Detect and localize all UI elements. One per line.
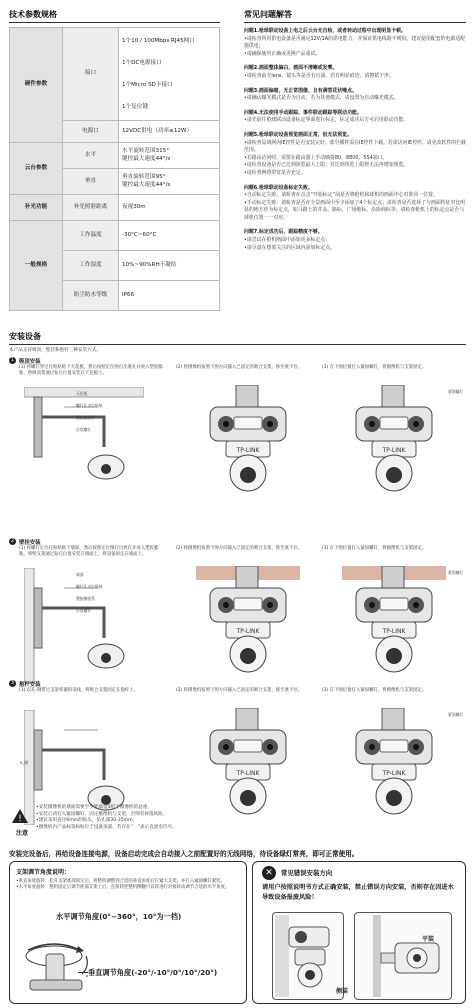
spec-val-vertical: 垂直旋转范围95° 键控最大速度44°/s [119, 169, 220, 195]
spec-table [9, 27, 220, 311]
svg-text:TP-LINK: TP-LINK [382, 628, 406, 635]
spec-sub-power: 电源口 [63, 121, 119, 143]
faq-answer: •请尝试在枪机画面中添加更多标定点； [244, 237, 331, 244]
svg-text:TP-LINK: TP-LINK [236, 770, 260, 777]
warning-icon [12, 808, 28, 822]
vertical-pointer [78, 972, 88, 973]
vertical-angle-label: 垂直调节角度(-20°/-10°/0°/10°/20°) [88, 968, 218, 977]
notes-list: •安装摄像机的墙面需要至少能承受3倍于摄像机的总重。 •安装后请打入紧固螺钉，固定摄像机与支架，否则有掉落风险。 •建议采用直径6mm的钻头，钻孔深30-35mm。 •摄像机内产品标签标贴位于设备顶部，若存在“ ”表示直流电符号。 [36, 805, 177, 830]
spec-val-ip: IP66 [119, 281, 220, 311]
faq-question: 问题2.画面整体偏白，画面不清晰或发雾。 [244, 65, 338, 72]
method-number: 2 [10, 538, 15, 544]
method-name: 抱杆安装 [19, 682, 41, 688]
spec-sub-interface: 接口 [63, 28, 119, 121]
wrong-side-frame [272, 912, 344, 1000]
camera-insert-illustration [196, 708, 300, 818]
faq-answer: •请检查局域网内IE控件是否安装完好；部分插件需在IE控件下载，若需访问IE控件，请更改软件的拦截范围。 [244, 139, 466, 154]
svg-text:TP-LINK: TP-LINK [382, 770, 406, 777]
faq-question: 问题3.画面偏暗，无正常图像，且有满雪花状噪点。 [244, 87, 357, 94]
callout-label: 紧固螺钉 [448, 712, 464, 717]
wrong-flat-label: 平装 [422, 936, 435, 943]
spec-sub-light: 补光照射距离 [63, 195, 119, 221]
spec-val-interface: 1个10 / 100Mbps RJ45网口 1个DC电源接口 1个Micro SD卡接口 1个复位键 [119, 28, 220, 121]
faq-answer: •自动标定失败：请检查在点击“开始标定”前是否将枪机和球机的画面中心对准同一位置。 [244, 192, 438, 199]
spec-val-light: 夜视30m [119, 195, 220, 221]
svg-text:TP-LINK: TP-LINK [382, 447, 406, 454]
camera-fixed-illustration [342, 708, 446, 818]
svg-text:TP-LINK: TP-LINK [236, 628, 260, 635]
faq-divider [244, 22, 466, 23]
bracket-adjust-illustration [16, 920, 96, 1000]
method-step2: (2) 将摄像机按照下图方向插入已固定的吸合支架，推至底卡住。 [176, 688, 303, 693]
camera-insert-illustration [196, 566, 300, 676]
spec-val-horizontal: 水平旋转范围315° 键控最大速度44°/s [119, 143, 220, 169]
notes-label: 注意 [16, 830, 29, 837]
faq-list [244, 26, 466, 252]
method-step2: (2) 将摄像机按照下图方向插入已固定的吸合支架，推至底卡住。 [176, 546, 303, 551]
faq-question: 问题4.无法使用手动跟踪、事件联动跟踪等联动功能。 [244, 109, 362, 116]
camera-fixed-illustration [342, 385, 446, 495]
faq-answer: •请检查网络带宽是否充足。 [244, 169, 306, 176]
bracket-illustration [24, 710, 144, 815]
method-step1: (1) 以孔-钢带过支架将器的讯线，将吸合支架固定在抱杆上。 [19, 688, 138, 693]
callout-label: S_钢 [20, 760, 29, 765]
spec-sub-vertical: 垂直 [63, 169, 119, 195]
faq-answer: •若路由访问时，需要在路由器上手动映射80、8800、554端口。 [244, 154, 388, 161]
method-name: 吸顶安装 [19, 359, 41, 365]
callout-label: 螺钉孔定位贴纸 [76, 403, 103, 408]
method-number: 1 [10, 357, 15, 363]
faq-question: 问题5.枪球联动设备预览画面正常，但无法预览。 [244, 131, 352, 138]
spec-cat-ptz: 云台参数 [10, 143, 63, 195]
spec-cat-hardware: 硬件参数 [10, 28, 63, 143]
spec-cat-general: 一般规格 [10, 221, 63, 311]
method-step3: (3) 在下图位置打入紧固螺钉，将摄像机与支架固定。 [322, 365, 427, 370]
callout-label: 自攻螺钉 [76, 427, 92, 432]
callout-label: 紧固螺钉 [448, 389, 464, 394]
faq-answer: •请确认曝光模式是否为自动，若为其他模式，请设置为自动曝光模式。 [244, 95, 399, 102]
horizontal-angle-label: 水平调节角度(0°~360°，10°为一档) [56, 912, 182, 921]
callout-label: 塑胶膨胀管 [76, 415, 95, 420]
callout-label: 墙面 [76, 572, 84, 577]
faq-answer: •请尽量在想要关注的区域内添加标定点。 [244, 244, 335, 251]
spec-val-power: 12VDC供电（功率≤12W） [119, 121, 220, 143]
wrong-title: 常见错误安装方向 [281, 869, 333, 877]
method-step3: (3) 在下图位置打入紧固螺钉，将摄像机与支架固定。 [322, 546, 427, 551]
faq-answer: •手动标定失败：请检查是否在全景画面中至少添加了4个标定点；请检查是否选择了与画面特征对比明显的地方作为标定点，如马路上的井盖、路标、广场地标、沿街商标等；请检查枪机上的标定点是否与球机位置一一对应。 [244, 199, 466, 221]
faq-question: 问题6.枪球联动设备标定失败。 [244, 184, 313, 191]
adjust-title: 支架调节角度说明： [16, 869, 71, 876]
faq-answer: •请检查前壳lens、镜头等是否有污渍，若有明显痕迹，请擦拭干净。 [244, 72, 394, 79]
install-divider [9, 344, 466, 345]
install-title: 安装设备 [9, 332, 41, 341]
spec-sub-horizontal: 水平 [63, 143, 119, 169]
method-step2: (2) 将摄像机按照下图方向插入已固定的吸合支架，推至底卡住。 [176, 365, 303, 370]
spec-val-temp: -30°C~60°C [119, 221, 220, 251]
install-intro: 本产品支持吸顶、壁挂和抱杆三种安装方式。 [9, 348, 101, 353]
spec-divider [9, 22, 220, 23]
faq-answer: •请检查所用供电设备是否满足12V/1A的供电能力，并保证供电线路不明短。建议使用配套的电源适配器供电； [244, 35, 466, 50]
faq-question: 问题7.标定成功后，跟踪精度不够。 [244, 229, 323, 236]
svg-text:TP-LINK: TP-LINK [236, 447, 260, 454]
faq-question: 问题1.枪球联动设备上电之后云台无自检，或者转动过程中出现明显卡顿。 [244, 28, 406, 34]
callout-label: 天花板 [76, 391, 88, 396]
method-number: 3 [10, 680, 15, 686]
callout-label: 紧固螺钉 [448, 570, 464, 575]
method-name: 壁挂安装 [19, 540, 41, 546]
wrong-text: 请用户按照说明书方式正确安装，禁止错误方向安装，否则存在因进水导致设备报废风险！ [262, 884, 454, 901]
callout-label: 自攻螺钉 [76, 608, 92, 613]
spec-sub-humidity: 工作湿度 [63, 251, 119, 281]
wrong-flat-frame [354, 912, 452, 1000]
svg-text:!: ! [18, 814, 22, 823]
faq-answer: •请先前往枪球联动设备标定界面进行标定，标定成功后方可启用联动功能。 [244, 117, 409, 124]
install-complete-text: 安装完设备后，再给设备连接电源，设备启动完成会自动接入之前配置好的无线网络，待设备绿灯常亮，即可正常使用。 [9, 850, 359, 858]
spec-val-humidity: 10%~90%RH不凝结 [119, 251, 220, 281]
adjust-desc: •垂直角度旋转：松开支架底部固定后，将整机调整到合适的垂直角度后拧紧大支架，并打入紧固螺钉紧装。 •水平角度旋转：整机固定后调节底部支架上后，直接转控整机侧翻可以转进行对接转动调节合适的水平角度。 [16, 879, 230, 891]
camera-fixed-illustration [342, 566, 446, 676]
method-step3: (3) 在下图位置打入紧固螺钉，将摄像机与支架固定。 [322, 688, 427, 693]
faq-answer: •请检查设备是否已达到预览最大上限；若达到预览上限将无法再增加预览。 [244, 162, 409, 169]
callout-label: 塑胶膨胀管 [76, 596, 95, 601]
method-step1: (1) 将螺钉定位孔贴粘贴于墙面，然后按照定位图打出底孔并放入塑胶膨胀，将壁支架通过钻孔位置安装在墙面上，将设备固定在墙面上。 [19, 546, 159, 558]
spec-cat-light: 补光功能 [10, 195, 63, 221]
wrong-side-label: 侧装 [336, 988, 349, 995]
method-step1: (1) 将螺钉穿过孔贴粘贴于天花板，然后按照定位图打出底孔并放入塑胶膨胀，将吸顶架通过钻孔位置安装在天花板上。 [19, 365, 163, 377]
close-icon: ✕ [262, 866, 276, 880]
camera-insert-illustration [196, 385, 300, 495]
faq-answer: •请确保使用正确或更换产品重试。 [244, 50, 321, 57]
callout-label: 螺钉孔定位贴纸 [76, 584, 103, 589]
faq-title: 常见问题解答 [244, 10, 292, 19]
spec-title: 技术参数规格 [9, 10, 57, 19]
spec-sub-temp: 工作温度 [63, 221, 119, 251]
spec-sub-ip: 防尘防水等级 [63, 281, 119, 311]
